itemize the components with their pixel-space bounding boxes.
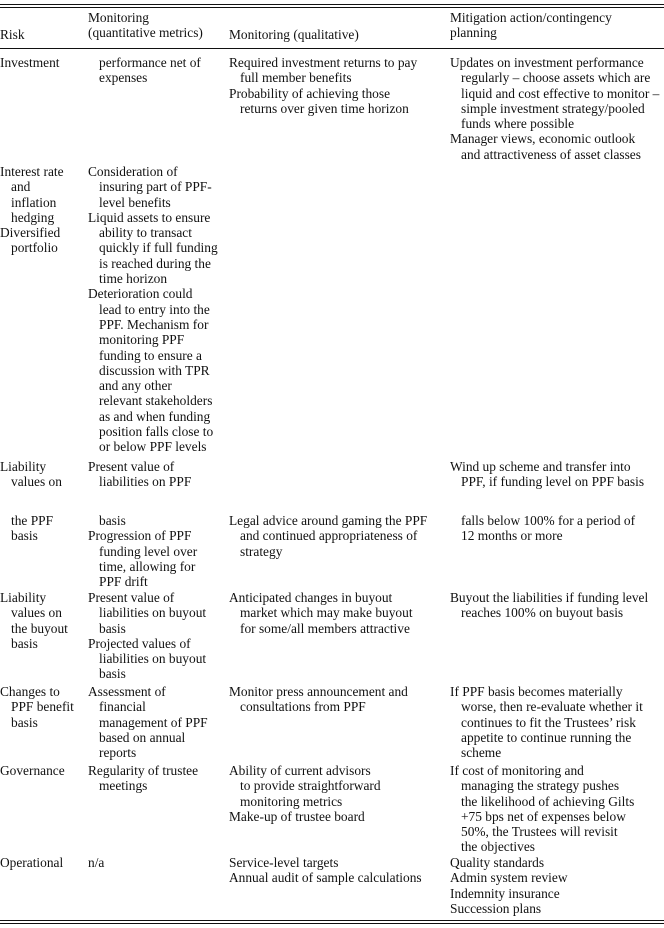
- cell-text: monitoring PPF: [99, 332, 185, 348]
- cell-text: and: [11, 179, 31, 195]
- cell-text: Monitor press announcement and: [229, 684, 408, 699]
- cell-text: Diversified: [0, 225, 61, 241]
- cell-text: Quality standards: [450, 855, 545, 870]
- cell-text: ability to transact: [99, 225, 192, 241]
- cell-text: Manager views, economic outlook: [450, 131, 636, 147]
- row-governance-qual: [229, 763, 442, 824]
- cell-text: Succession plans: [450, 900, 542, 916]
- cell-text: Service-level targets: [229, 855, 339, 870]
- cell-text: the likelihood of achieving Gilts: [461, 793, 635, 809]
- cell-text: Regularity of trustee: [88, 763, 199, 778]
- cell-text: relevant stakeholders: [99, 393, 213, 409]
- cell-text: Probability of achieving those: [229, 85, 391, 101]
- row-operational-quant: [88, 855, 222, 870]
- cell-text: insuring part of PPF-: [99, 179, 212, 195]
- cell-text: liabilities on PPF: [99, 474, 192, 490]
- row-liability-buyout-risk: [0, 590, 86, 651]
- cell-text: strategy: [240, 543, 283, 559]
- cell-text: discussion with TPR: [99, 362, 210, 378]
- header-text: Monitoring (qualitative): [229, 27, 359, 42]
- cell-text: PPF benefit: [11, 699, 74, 715]
- cell-text: Governance: [0, 763, 65, 778]
- row-liability-ppf-risk-b: [11, 513, 86, 544]
- cell-text: values on: [11, 474, 62, 490]
- cell-text: Legal advice around gaming the PPF: [229, 513, 428, 528]
- row-liability-ppf-quant-a: [88, 459, 222, 490]
- cell-text: PPF drift: [99, 574, 148, 590]
- cell-text: funds where possible: [461, 116, 575, 132]
- cell-text: expenses: [99, 70, 148, 86]
- cell-text: or below PPF levels: [99, 439, 207, 455]
- cell-text: Updates on investment performance: [450, 55, 644, 70]
- cell-text: liabilities on buyout: [99, 605, 207, 621]
- row-ppf-benefit-mitigation: [450, 684, 662, 760]
- cell-text: Liquid assets to ensure: [88, 209, 211, 225]
- row-liability-ppf-risk-a: [0, 459, 86, 490]
- cell-text: managing the strategy pushes: [461, 778, 620, 794]
- cell-text: liquid and cost effective to monitor –: [461, 85, 660, 101]
- table-bottom-rule: [0, 920, 664, 924]
- cell-text: Interest rate: [0, 164, 64, 179]
- cell-text: Progression of PPF: [88, 528, 192, 544]
- cell-text: Ability of current advisors: [229, 763, 371, 778]
- row-liability-ppf-mitigation-b: [450, 513, 662, 544]
- cell-text: If PPF basis becomes materially: [450, 684, 623, 699]
- cell-text: and any other: [99, 378, 172, 394]
- cell-text: +75 bps net of expenses below: [461, 808, 626, 824]
- cell-text: n/a: [88, 855, 105, 870]
- cell-text: Admin system review: [450, 870, 568, 886]
- row-governance-mitigation: [450, 763, 662, 855]
- cell-text: basis: [99, 513, 126, 528]
- row-governance-risk: [0, 763, 86, 778]
- cell-text: position falls close to: [99, 424, 214, 440]
- row-liability-ppf-qual-b: [229, 513, 442, 559]
- cell-text: basis: [11, 714, 38, 730]
- cell-text: Indemnity insurance: [450, 885, 560, 901]
- cell-text: Annual audit of sample calculations: [229, 870, 422, 886]
- cell-text: inflation: [11, 194, 57, 210]
- cell-text: Projected values of: [88, 635, 191, 651]
- cell-text: Operational: [0, 855, 64, 870]
- cell-text: Liability: [0, 590, 47, 605]
- cell-text: management of PPF: [99, 714, 208, 730]
- cell-text: basis: [11, 635, 38, 651]
- cell-text: Make-up of trustee board: [229, 808, 365, 824]
- cell-text: funding to ensure a: [99, 347, 203, 363]
- cell-text: time horizon: [99, 271, 168, 287]
- cell-text: 50%, the Trustees will revisit: [461, 824, 618, 840]
- row-investment-mitigation: [450, 55, 662, 162]
- cell-text: reports: [99, 745, 137, 761]
- header-monitoring-quantitative: [88, 10, 222, 41]
- cell-text: Anticipated changes in buyout: [229, 590, 393, 605]
- cell-text: time, allowing for: [99, 558, 196, 574]
- cell-text: the PPF: [11, 513, 54, 528]
- cell-text: Buyout the liabilities if funding level: [450, 590, 649, 605]
- cell-text: performance net of: [99, 55, 201, 70]
- cell-text: Consideration of: [88, 164, 178, 179]
- cell-text: Present value of: [88, 459, 175, 474]
- row-investment-risk: [0, 55, 86, 70]
- row-ppf-benefit-risk: [0, 684, 86, 730]
- cell-text: PPF, if funding level on PPF basis: [461, 474, 645, 490]
- row-operational-risk: [0, 855, 86, 870]
- row-ppf-benefit-quant: [88, 684, 222, 760]
- cell-text: continues to fit the Trustees’ risk: [461, 714, 636, 730]
- cell-text: reaches 100% on buyout basis: [461, 605, 624, 621]
- row-liability-ppf-quant-b: [88, 513, 222, 589]
- header-monitoring-qualitative: [229, 27, 442, 42]
- cell-text: Assessment of: [88, 684, 166, 699]
- cell-text: full member benefits: [240, 70, 352, 86]
- row-governance-quant: [88, 763, 222, 794]
- cell-text: as and when funding: [99, 408, 211, 424]
- cell-text: worse, then re-evaluate whether it: [461, 699, 643, 715]
- cell-text: portfolio: [11, 240, 58, 256]
- cell-text: Required investment returns to pay: [229, 55, 418, 70]
- cell-text: is reached during the: [99, 255, 211, 271]
- cell-text: lead to entry into the: [99, 301, 210, 317]
- cell-text: based on annual: [99, 729, 186, 745]
- cell-text: level benefits: [99, 194, 171, 210]
- header-text: (quantitative metrics): [88, 25, 203, 41]
- header-risk-text: Risk: [0, 27, 25, 42]
- cell-text: Present value of: [88, 590, 175, 605]
- header-text: Monitoring: [88, 10, 150, 25]
- cell-text: the objectives: [461, 839, 535, 855]
- cell-text: hedging: [11, 209, 55, 225]
- cell-text: Wind up scheme and transfer into: [450, 459, 631, 474]
- header-text: Mitigation action/contingency: [450, 10, 612, 25]
- cell-text: to provide straightforward: [240, 778, 381, 794]
- row-interest-rate-risk: [0, 164, 86, 256]
- cell-text: If cost of monitoring and: [450, 763, 584, 778]
- header-rule: [0, 48, 664, 49]
- row-operational-qual: [229, 855, 442, 886]
- cell-text: meetings: [99, 778, 148, 794]
- row-liability-buyout-qual: [229, 590, 442, 636]
- cell-text: returns over given time horizon: [240, 100, 409, 116]
- row-liability-buyout-quant: [88, 590, 222, 682]
- row-liability-ppf-mitigation-a: [450, 459, 662, 490]
- header-mitigation: [450, 10, 662, 41]
- cell-text: liabilities on buyout: [99, 651, 207, 667]
- cell-text: quickly if full funding: [99, 240, 218, 256]
- row-investment-qual: [229, 55, 442, 116]
- cell-text: basis: [11, 528, 38, 544]
- cell-text: the buyout: [11, 620, 68, 636]
- cell-text: monitoring metrics: [240, 793, 343, 809]
- cell-text: Investment: [0, 55, 60, 70]
- row-operational-mitigation: [450, 855, 662, 916]
- row-liability-buyout-mitigation: [450, 590, 662, 621]
- cell-text: simple investment strategy/pooled: [461, 100, 645, 116]
- cell-text: 12 months or more: [461, 528, 563, 544]
- cell-text: basis: [99, 620, 126, 636]
- cell-text: funding level over: [99, 543, 198, 559]
- cell-text: appetite to continue running the: [461, 729, 632, 745]
- cell-text: Liability: [0, 459, 47, 474]
- row-interest-rate-quant: [88, 164, 222, 455]
- cell-text: basis: [99, 666, 126, 682]
- cell-text: regularly – choose assets which are: [461, 70, 651, 86]
- cell-text: Changes to: [0, 684, 60, 699]
- cell-text: consultations from PPF: [240, 699, 366, 715]
- cell-text: falls below 100% for a period of: [461, 513, 636, 528]
- cell-text: for some/all members attractive: [240, 620, 410, 636]
- row-ppf-benefit-qual: [229, 684, 442, 715]
- cell-text: PPF. Mechanism for: [99, 316, 209, 332]
- cell-text: Deterioration could: [88, 286, 193, 302]
- row-investment-quant: [99, 55, 222, 86]
- cell-text: and continued appropriateness of: [240, 528, 418, 544]
- cell-text: and attractiveness of asset classes: [461, 146, 641, 162]
- cell-text: financial: [99, 699, 146, 715]
- table-top-rule: [0, 4, 664, 8]
- cell-text: values on: [11, 605, 62, 621]
- header-text: planning: [450, 25, 497, 41]
- cell-text: market which may make buyout: [240, 605, 413, 621]
- header-risk: [0, 27, 86, 42]
- cell-text: scheme: [461, 745, 502, 761]
